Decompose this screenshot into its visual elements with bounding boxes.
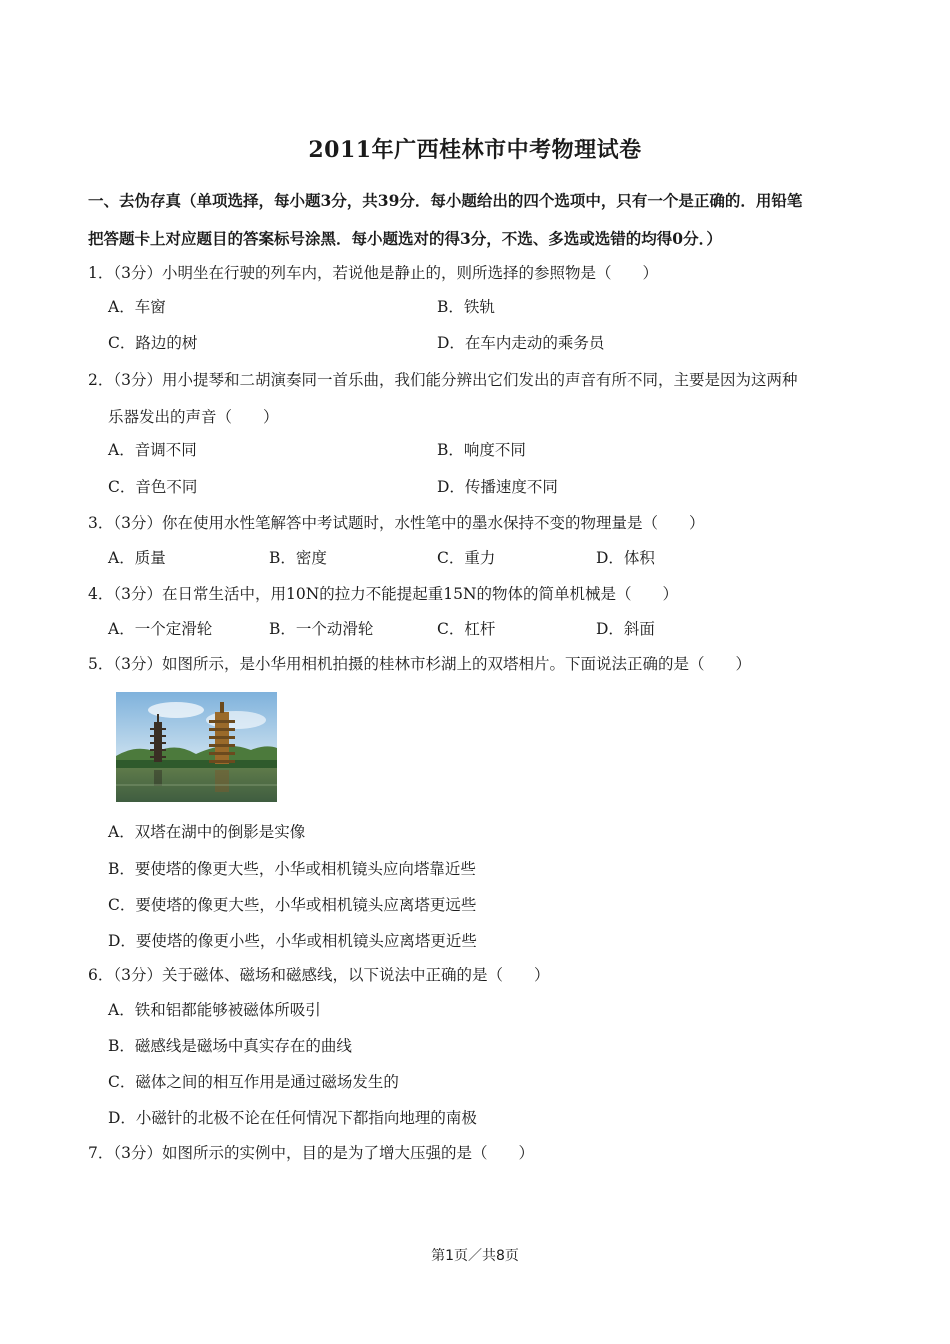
question-2-option-b: B．响度不同: [437, 441, 526, 459]
question-6-option-d: D．小磁针的北极不论在任何情况下都指向地理的南极: [108, 1109, 477, 1127]
question-1-option-c: C．路边的树: [108, 334, 198, 352]
question-5-option-b: B．要使塔的像更大些，小华或相机镜头应向塔靠近些: [108, 860, 476, 878]
question-2-option-d: D．传播速度不同: [437, 478, 558, 496]
question-4-option-b: B．一个动滑轮: [269, 620, 374, 638]
question-2-option-c: C．音色不同: [108, 478, 198, 496]
question-1-option-b: B．铁轨: [437, 298, 495, 316]
question-3-option-a: A．质量: [108, 549, 166, 567]
question-1-stem: 1．（3分）小明坐在行驶的列车内，若说他是静止的，则所选择的参照物是（ ）: [88, 264, 658, 282]
question-7-stem: 7．（3分）如图所示的实例中，目的是为了增大压强的是（ ）: [88, 1144, 534, 1162]
section-heading-line1: 一、去伪存真（单项选择，每小题3分，共39分．每小题给出的四个选项中，只有一个是正确的．用铅笔: [88, 191, 803, 210]
question-6-stem: 6．（3分）关于磁体、磁场和磁感线，以下说法中正确的是（ ）: [88, 966, 550, 984]
page-title: 2011年广西桂林市中考物理试卷: [308, 137, 642, 163]
question-6-option-c: C．磁体之间的相互作用是通过磁场发生的: [108, 1073, 399, 1091]
question-4-stem: 4．（3分）在日常生活中，用10N的拉力不能提起重15N的物体的简单机械是（ ）: [88, 585, 679, 603]
section-heading-line2: 把答题卡上对应题目的答案标号涂黑．每小题选对的得3分，不选、多选或选错的均得0分．）: [88, 229, 722, 248]
question-3-option-c: C．重力: [437, 549, 496, 567]
question-5-option-c: C．要使塔的像更大些，小华或相机镜头应离塔更远些: [108, 896, 477, 914]
twin-pagodas-photo: [116, 692, 277, 802]
question-1-option-d: D．在车内走动的乘务员: [437, 334, 605, 352]
page-footer: 第1页／共8页: [431, 1248, 519, 1264]
question-4-option-d: D．斜面: [596, 620, 655, 638]
question-4-option-a: A．一个定滑轮: [108, 620, 213, 638]
question-4-option-c: C．杠杆: [437, 620, 496, 638]
question-2-stem: 2．（3分）用小提琴和二胡演奏同一首乐曲，我们能分辨出它们发出的声音有所不同，主要是因为这两种: [88, 371, 798, 389]
question-2-stem-continued: 乐器发出的声音（ ）: [108, 408, 279, 426]
question-3-option-b: B．密度: [269, 549, 327, 567]
question-1-option-a: A．车窗: [108, 298, 166, 316]
question-6-option-b: B．磁感线是磁场中真实存在的曲线: [108, 1037, 352, 1055]
question-3-stem: 3．（3分）你在使用水性笔解答中考试题时，水性笔中的墨水保持不变的物理量是（ ）: [88, 514, 705, 532]
question-3-option-d: D．体积: [596, 549, 655, 567]
question-6-option-a: A．铁和铝都能够被磁体所吸引: [108, 1001, 321, 1019]
question-5-option-d: D．要使塔的像更小些，小华或相机镜头应离塔更近些: [108, 932, 477, 950]
question-5-option-a: A．双塔在湖中的倒影是实像: [108, 823, 306, 841]
question-2-option-a: A．音调不同: [108, 441, 197, 459]
question-5-stem: 5．（3分）如图所示，是小华用相机拍摄的桂林市杉湖上的双塔相片。下面说法正确的是（ ）: [88, 655, 751, 673]
